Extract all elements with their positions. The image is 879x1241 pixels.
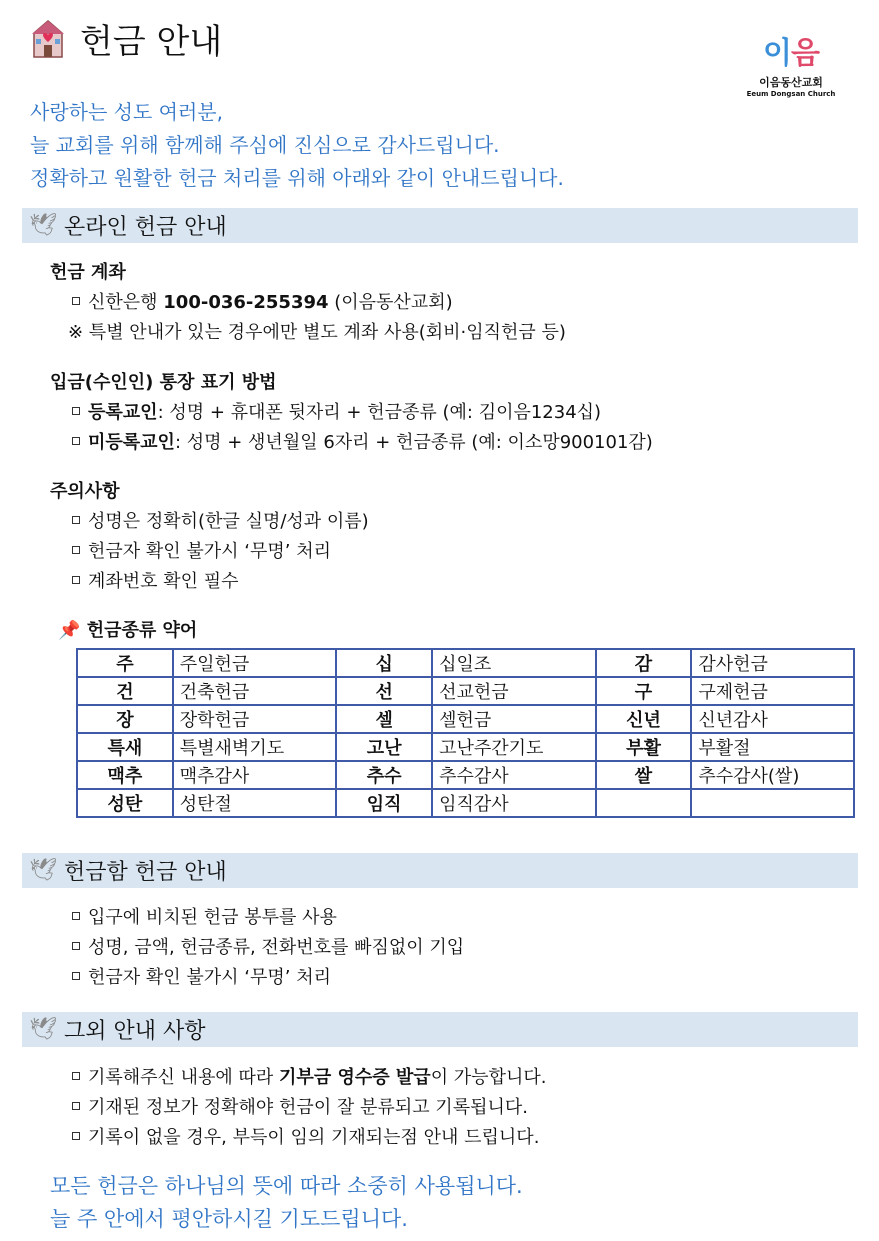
closing-line: 늘 주 안에서 평안하시길 기도드립니다.: [50, 1207, 408, 1231]
account-note: ※ 특별 안내가 있는 경우에만 별도 계좌 사용(회비·임직헌금 등): [68, 322, 566, 343]
unregistered-label: 미등록교인: [88, 432, 175, 453]
account-number: 100-036-255394: [163, 292, 329, 313]
abbr-meaning: [691, 789, 854, 817]
abbr-meaning: 고난주간기도: [432, 733, 596, 761]
depositor-heading: 입금(수인인) 통장 표기 방법: [50, 372, 277, 393]
abbr-code: 셀: [336, 705, 432, 733]
intro-line: 늘 교회를 위해 함께해 주심에 진심으로 감사드립니다.: [30, 133, 500, 157]
section-header-online: [22, 208, 858, 243]
dove-icon: 🕊: [29, 213, 57, 238]
caution-heading: 주의사항: [50, 481, 120, 502]
abbr-code: 맥추: [77, 761, 173, 789]
section-title: 온라인 헌금 안내: [64, 215, 227, 240]
offering-box-item: [72, 963, 331, 989]
abbr-meaning: 맥추감사: [173, 761, 337, 789]
abbr-meaning: 셀헌금: [432, 705, 596, 733]
section-title: 헌금함 헌금 안내: [64, 860, 227, 885]
account-line: [72, 288, 453, 314]
other-text: 기재된 정보가 정확해야 헌금이 잘 분류되고 기록됩니다.: [88, 1097, 528, 1118]
bullet-icon: [72, 437, 80, 445]
offering-box-item: [72, 903, 337, 929]
abbr-code: 선: [336, 677, 432, 705]
account-heading: 헌금 계좌: [50, 262, 126, 283]
abbr-meaning: 십일조: [432, 649, 596, 677]
abbr-heading: 헌금종류 약어: [86, 620, 198, 641]
page-title: 헌금 안내: [80, 22, 223, 62]
unregistered-line: [72, 428, 653, 454]
abbr-code: 추수: [336, 761, 432, 789]
receipt-highlight: 기부금 영수증 발급: [279, 1067, 431, 1088]
intro-text: [30, 96, 564, 195]
section-title: 그외 안내 사항: [64, 1019, 206, 1044]
closing-text: [50, 1170, 523, 1236]
abbreviation-table: [76, 648, 855, 818]
abbr-code: 주: [77, 649, 173, 677]
other-item: [72, 1093, 528, 1119]
bank-name: 신한은행: [88, 292, 164, 313]
bullet-icon: [72, 1132, 80, 1140]
abbr-code: 임직: [336, 789, 432, 817]
bullet-icon: [72, 516, 80, 524]
abbr-row: [77, 789, 854, 817]
abbr-code: 쌀: [596, 761, 692, 789]
abbr-row: [77, 649, 854, 677]
account-holder: (이음동산교회): [328, 292, 453, 313]
abbr-row: [77, 677, 854, 705]
intro-line: 정확하고 원활한 헌금 처리를 위해 아래와 같이 안내드립니다.: [30, 166, 564, 190]
other-text: 이 가능합니다.: [430, 1067, 547, 1088]
logo-name-en: Eeum Dongsan Church: [746, 90, 836, 98]
church-logo: [741, 28, 841, 98]
abbr-row: [77, 761, 854, 789]
bullet-icon: [72, 1072, 80, 1080]
abbr-code: 구: [596, 677, 692, 705]
intro-line: 사랑하는 성도 여러분,: [30, 100, 223, 124]
abbr-code: [596, 789, 692, 817]
abbr-code: 십: [336, 649, 432, 677]
abbr-code: 부활: [596, 733, 692, 761]
abbr-meaning: 건축헌금: [173, 677, 337, 705]
dove-icon: 🕊: [29, 858, 57, 883]
offering-box-text: 성명, 금액, 헌금종류, 전화번호를 빠짐없이 기입: [88, 937, 465, 958]
bullet-icon: [72, 576, 80, 584]
caution-text: 헌금자 확인 불가시 ‘무명’ 처리: [88, 541, 331, 562]
bullet-icon: [72, 912, 80, 920]
pushpin-icon: 📌: [58, 620, 81, 641]
abbr-code: 감: [596, 649, 692, 677]
logo-mark: 이음: [763, 36, 819, 71]
page-title-row: [28, 14, 222, 63]
offering-box-text: 입구에 비치된 헌금 봉투를 사용: [88, 907, 337, 928]
other-text: 기록이 없을 경우, 부득이 임의 기재되는점 안내 드립니다.: [88, 1127, 540, 1148]
church-icon: [28, 19, 68, 59]
abbr-meaning: 임직감사: [432, 789, 596, 817]
caution-item: [72, 537, 331, 563]
caution-item: [72, 507, 369, 533]
bullet-icon: [72, 972, 80, 980]
abbr-meaning: 선교헌금: [432, 677, 596, 705]
abbr-code: 성탄: [77, 789, 173, 817]
abbr-code: 고난: [336, 733, 432, 761]
abbr-meaning: 주일헌금: [173, 649, 337, 677]
abbr-meaning: 부활절: [691, 733, 854, 761]
abbr-meaning: 성탄절: [173, 789, 337, 817]
abbr-code: 장: [77, 705, 173, 733]
abbr-code: 건: [77, 677, 173, 705]
abbr-code: 특새: [77, 733, 173, 761]
unregistered-text: : 성명 + 생년월일 6자리 + 헌금종류 (예: 이소망900101감): [174, 432, 653, 453]
other-item: [72, 1123, 539, 1149]
registered-text: : 성명 + 휴대폰 뒷자리 + 헌금종류 (예: 김이음1234십): [157, 402, 602, 423]
dove-icon: 🕊: [29, 1017, 57, 1042]
abbr-meaning: 구제헌금: [691, 677, 854, 705]
closing-line: 모든 헌금은 하나님의 뜻에 따라 소중히 사용됩니다.: [50, 1174, 523, 1198]
abbr-meaning: 감사헌금: [691, 649, 854, 677]
caution-text: 성명은 정확히(한글 실명/성과 이름): [88, 511, 369, 532]
offering-box-text: 헌금자 확인 불가시 ‘무명’ 처리: [88, 967, 331, 988]
abbr-meaning: 추수감사: [432, 761, 596, 789]
bullet-icon: [72, 546, 80, 554]
bullet-icon: [72, 407, 80, 415]
bullet-icon: [72, 297, 80, 305]
bullet-icon: [72, 942, 80, 950]
caution-text: 계좌번호 확인 필수: [88, 571, 239, 592]
abbr-meaning: 장학헌금: [173, 705, 337, 733]
bullet-icon: [72, 1102, 80, 1110]
abbr-heading-row: [58, 616, 197, 642]
abbr-row: [77, 733, 854, 761]
caution-item: [72, 567, 239, 593]
abbr-meaning: 추수감사(쌀): [691, 761, 854, 789]
abbr-meaning: 특별새벽기도: [173, 733, 337, 761]
offering-box-item: [72, 933, 464, 959]
registered-label: 등록교인: [88, 402, 158, 423]
registered-line: [72, 398, 601, 424]
section-header-other: [22, 1012, 858, 1047]
other-text: 기록해주신 내용에 따라: [88, 1067, 280, 1088]
abbr-meaning: 신년감사: [691, 705, 854, 733]
logo-name-ko: 이음동산교회: [759, 76, 823, 89]
section-header-offering-box: [22, 853, 858, 888]
other-item: [72, 1063, 546, 1089]
abbr-code: 신년: [596, 705, 692, 733]
abbr-row: [77, 705, 854, 733]
